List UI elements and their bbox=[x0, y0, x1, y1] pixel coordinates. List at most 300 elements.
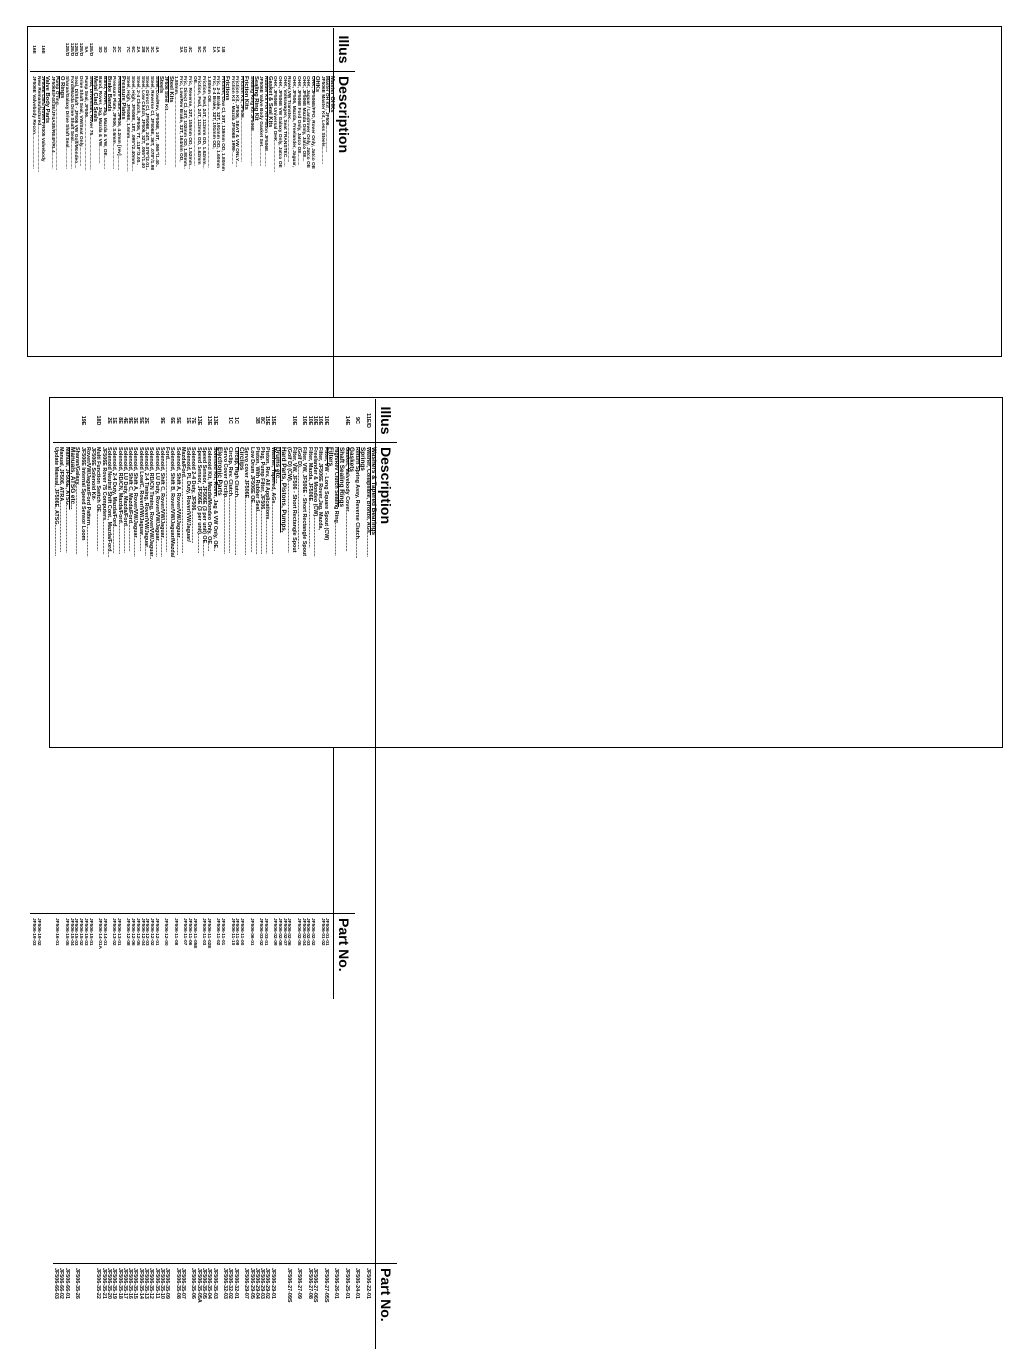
illus-ref bbox=[276, 28, 281, 72]
item-description: Ford/Mazda Drive Shaft Seal..................... bbox=[68, 76, 74, 169]
item-description: Solenoid, 2-4 Timing, Rover/VW/Jaguar...... bbox=[142, 447, 149, 556]
item-description: Fric, Low/Rev Brake, 32T, 164mm OD, bbox=[177, 76, 183, 162]
illus-ref: 9C bbox=[354, 399, 359, 443]
part-number: JF506-35-03 bbox=[211, 1263, 216, 1349]
section-heading: O Rings bbox=[58, 76, 65, 99]
illus-ref: 10E bbox=[312, 399, 317, 443]
part-number: JF506-29-02 bbox=[264, 1263, 269, 1349]
illus-ref: 2B bbox=[139, 28, 144, 72]
part-number: JF506-11-07 bbox=[182, 913, 187, 999]
illus-ref bbox=[222, 399, 227, 443]
part-number bbox=[44, 913, 49, 999]
part-number: JF506-19-02 bbox=[35, 913, 40, 999]
item-description: Manual, JF506, ATRA.................................. bbox=[58, 447, 65, 553]
item-description: Solenoid, Shift C, Mazda/Ford................... bbox=[127, 447, 134, 552]
part-number bbox=[280, 1263, 285, 1349]
illus-ref bbox=[243, 399, 248, 443]
item-description: Rover/VW/Jaguar/Ford Pattern..................... bbox=[84, 447, 91, 557]
item-description: Sealing Ring Kit JF506E.......................... bbox=[248, 76, 254, 166]
item-description: OHK, JF506E Mazda Only, Jatco OE... bbox=[300, 76, 306, 162]
illus-ref: 3C bbox=[144, 28, 149, 72]
part-number: JF506-11-08 bbox=[172, 913, 177, 999]
part-number: JF506-11-10 bbox=[229, 913, 234, 999]
illus-ref: 10E bbox=[306, 399, 311, 443]
part-number: JF506-11-06 bbox=[186, 913, 191, 999]
part-number: JF506-35-12 bbox=[148, 1263, 153, 1349]
section-heading: Sealing Ring Kit bbox=[252, 76, 259, 121]
item-description: Circlip, High Clutch....................................... bbox=[232, 447, 239, 556]
item-description: OHK, JF506E Ford Only, Jatco OE......... bbox=[295, 76, 301, 166]
item-description: Pressure Plate, JF506, 4.2mm [rev]........... bbox=[116, 76, 121, 171]
illus-cell bbox=[267, 28, 272, 72]
illus-cell bbox=[167, 28, 172, 72]
header-illus: Illus bbox=[333, 28, 355, 72]
illus-ref: 12E/D bbox=[73, 28, 78, 72]
illus-ref: 12E/D bbox=[68, 28, 73, 72]
illus-cell bbox=[69, 399, 74, 443]
part-number: JF506-11-02E bbox=[205, 913, 210, 999]
item-description: Mazda/Ford................................................... bbox=[179, 447, 186, 554]
section-heading: Steels bbox=[158, 76, 165, 94]
item-description: Fric, Reverse, 32T, 155mm OD, 1.52mm... bbox=[187, 76, 193, 170]
part-number: JF506-11-00 bbox=[238, 913, 243, 999]
part-number: JF506-12-08 bbox=[125, 913, 130, 999]
item-description: Washer, Tapered, AGs.................................. bbox=[269, 447, 276, 555]
illus-ref: 3B bbox=[254, 399, 259, 443]
part-number: JF506-35-04 bbox=[206, 1263, 211, 1349]
section-heading: Washers & Tapered Bearings bbox=[369, 447, 377, 536]
part-number: JF506-27-09S bbox=[285, 1263, 290, 1349]
illus-ref bbox=[90, 399, 95, 443]
item-description: Solenoid, Shift C, Rover/VW/Jaguar............. bbox=[158, 447, 165, 557]
part-number bbox=[90, 1263, 95, 1349]
item-description: New Remanufactured................................... bbox=[35, 76, 41, 173]
illus-ref: 5E bbox=[137, 399, 142, 443]
part-number: JF506-26-01 bbox=[333, 1263, 338, 1349]
part-number: JF506-02-02 bbox=[309, 913, 314, 999]
part-number: JF506-32-03 bbox=[222, 1263, 227, 1349]
item-description: Steel, 2-4 Clutch, JF506, 7T, .118"/3.00.. bbox=[134, 76, 140, 165]
section-heading: Valve Body Parts bbox=[44, 76, 51, 124]
part-number: JF506-12-04 bbox=[139, 913, 144, 999]
item-description: JF506 Steel Kit......................................... bbox=[163, 76, 169, 166]
part-number: JF506-06-01 bbox=[248, 913, 253, 999]
item-description: Seal, Driveshaft, Rover 75.......................... bbox=[87, 76, 93, 170]
part-number: JF506-27-05S bbox=[322, 1263, 327, 1349]
illus-ref: 15E bbox=[264, 399, 269, 443]
part-number: JF506-11-03 bbox=[200, 913, 205, 999]
illus-ref: 3C bbox=[148, 28, 153, 72]
part-number: JF506-25-01 bbox=[343, 1263, 348, 1349]
part-number: JF506-32-02 bbox=[227, 1263, 232, 1349]
part-number: JF506-02-05 bbox=[295, 913, 300, 999]
item-description: Solenoid Kit, Rover, Jag & VW Only, OE.. bbox=[211, 447, 218, 552]
part-number: JF506-35-08 bbox=[174, 1263, 179, 1349]
part-number: JF506-12-03 bbox=[144, 913, 149, 999]
item-description: OHK, Jaguar / Landrover Only, Jatco OE bbox=[305, 76, 311, 168]
item-description: Piston, Rev, All Applications....................... bbox=[264, 447, 271, 554]
item-description: Solenoid, Shift A, Rover/VW/Jaguar............. bbox=[132, 447, 139, 557]
illus-ref bbox=[172, 28, 177, 72]
illus-ref bbox=[262, 28, 267, 72]
illus-ref: 13E bbox=[211, 399, 216, 443]
part-number: JF506-11-09 bbox=[234, 913, 239, 999]
item-description: Washer, Collapsible, Bronze, AGs................ bbox=[364, 447, 371, 557]
section-heading: Master OHKs bbox=[328, 76, 335, 113]
item-description: Band, Rover, Jag, Mazda & VW, OE.......... bbox=[101, 76, 107, 170]
illus-ref: 3A bbox=[177, 28, 182, 72]
item-description: Speed Sensor, JF506E (3 per unit) OE......... bbox=[201, 447, 208, 557]
illus-ref: 15E bbox=[269, 399, 274, 443]
illus-ref bbox=[257, 28, 262, 72]
illus-ref bbox=[58, 399, 63, 443]
illus-ref: 4A bbox=[153, 28, 158, 72]
illus-ref: 2A bbox=[134, 28, 139, 72]
part-number bbox=[85, 1263, 90, 1349]
section-heading: Brake Bands bbox=[106, 76, 113, 112]
item-description: JF506E Valvebody Recon.......................... bbox=[30, 76, 36, 169]
illus-ref bbox=[163, 28, 168, 72]
section-heading: Hard Parts, Pistons, Pumps, bbox=[279, 447, 287, 533]
illus-cell bbox=[58, 28, 63, 72]
illus-ref: 1C bbox=[232, 399, 237, 443]
item-description: JF506E Land Rover FR005 Valvebody bbox=[40, 76, 46, 162]
item-description: Filter, VW - Long Square Spout (CW) bbox=[322, 447, 329, 541]
parts-table-right bbox=[52, 399, 397, 1349]
illus-ref bbox=[290, 28, 295, 72]
illus-ref bbox=[49, 28, 54, 72]
part-number: JF506-35-14 bbox=[137, 1263, 142, 1349]
section-heading: Frictions bbox=[224, 76, 231, 101]
part-number: JF506-15-03 bbox=[82, 913, 87, 999]
illus-ref bbox=[324, 28, 329, 72]
illus-ref: 10E bbox=[301, 399, 306, 443]
header-description: Description bbox=[333, 72, 355, 913]
item-description: (Golf D)....................................................... bbox=[296, 447, 303, 550]
section-heading: Springs bbox=[359, 447, 366, 471]
item-description: Fric, 2-4 Brake, 32T, 191mm OD, 1.60mm bbox=[215, 76, 221, 169]
item-description: Manual, JF506E, ATSG................................ bbox=[63, 447, 70, 553]
part-number: JF506-22-01 bbox=[364, 1263, 369, 1349]
illus-ref bbox=[319, 28, 324, 72]
illus-ref bbox=[333, 399, 338, 443]
part-number: JF506-19-03 bbox=[30, 913, 35, 999]
item-description: OHK, Volkswagen, Seat TRANSTEC....... bbox=[281, 76, 287, 167]
part-number: JF506-35-10 bbox=[158, 1263, 163, 1349]
part-number: JF506-35-09 bbox=[164, 1263, 169, 1349]
part-number: JF506-35-19 bbox=[111, 1263, 116, 1349]
illus-ref: 1E bbox=[185, 399, 190, 443]
part-number: JF506-32-01 bbox=[232, 1263, 237, 1349]
part-number: JF506-35-05A bbox=[195, 1263, 200, 1349]
part-number: JF506-12-00 bbox=[163, 913, 168, 999]
part-number: JF506-03-02 bbox=[257, 913, 262, 999]
item-description: Solenoid, 2-4 Duty, Mazda/Ford.................. bbox=[111, 447, 118, 554]
part-number: JF506-66-02 bbox=[58, 1263, 63, 1349]
section-heading: OHKs bbox=[314, 76, 321, 93]
part-number: JF506-35-07 bbox=[180, 1263, 185, 1349]
item-description: Friction, Low Cl, 30T, 138mm OD, 1.80mm bbox=[220, 76, 226, 171]
illus-ref: 5C bbox=[200, 28, 205, 72]
part-number: JF506-27-08 bbox=[306, 1263, 311, 1349]
illus-cell bbox=[314, 28, 319, 72]
illus-ref: 2E bbox=[106, 399, 111, 443]
illus-ref: 12E/D bbox=[77, 28, 82, 72]
part-number: JF506-35-22 bbox=[95, 1263, 100, 1349]
section-heading: Friction Kits bbox=[243, 76, 250, 110]
item-description: Steel, Low Clutch, JF506, 32T, .055"/1.40 bbox=[139, 76, 145, 168]
illus-ref: 10E bbox=[317, 399, 322, 443]
illus-cell bbox=[280, 399, 285, 443]
part-number: JF506-12-02 bbox=[148, 913, 153, 999]
item-description: Band, Rover, Jag, Mazda & VW............. bbox=[97, 76, 103, 164]
illus-ref: 4C bbox=[186, 28, 191, 72]
illus-ref: 16E bbox=[30, 28, 35, 72]
illus-ref bbox=[153, 399, 158, 443]
part-number: JF506-14-01 bbox=[101, 913, 106, 999]
illus-ref: 13E bbox=[206, 399, 211, 443]
section-heading: Gasket & Seal Kits bbox=[267, 76, 273, 128]
part-number: JF506-11-02 bbox=[215, 913, 220, 999]
part-number: JF506-35-05 bbox=[201, 1263, 206, 1349]
illus-ref: 18D bbox=[95, 399, 100, 443]
item-description: Piston, With Rubber Seal............................. bbox=[253, 447, 260, 555]
item-description: Update Manual, JF506E, ATSG..................... bbox=[53, 447, 60, 557]
illus-ref bbox=[53, 399, 58, 443]
illus-ref bbox=[63, 399, 68, 443]
illus-ref: 1B bbox=[219, 28, 224, 72]
item-description: Seal, D/Shaft - JF506 VW Golf/Mondeo.... bbox=[73, 76, 79, 169]
illus-ref: 16E bbox=[39, 28, 44, 72]
illus-ref bbox=[238, 28, 243, 72]
illus-ref bbox=[295, 28, 300, 72]
illus-ref: 4E bbox=[122, 399, 127, 443]
item-description: Friction, Fwd, 24T, 112mm OD, 1.62mm bbox=[196, 76, 202, 165]
item-description: Steel, High, JF506E, 1.6mm......................... bbox=[125, 76, 131, 172]
part-number: JF506-27-06S bbox=[312, 1263, 317, 1349]
illus-ref: 6C bbox=[129, 28, 134, 72]
illus-ref: 14E bbox=[343, 399, 348, 443]
item-description: Gasket, Valvebody Cover........................... bbox=[343, 447, 350, 552]
section-heading: Manuals, ATSG etc... bbox=[68, 447, 76, 510]
item-description: Solenoid, RD/CN Timing, Rover/VW/Jaguar.. bbox=[148, 447, 155, 560]
item-description: Friction Kit, JF506................................. bbox=[239, 76, 245, 162]
illus-ref: 9E bbox=[127, 399, 132, 443]
item-description: Solenoid, LU Duty, Mazda/Ford.................. bbox=[121, 447, 128, 553]
section-heading: Gaskets bbox=[348, 447, 356, 472]
section-heading: Pressure Plates bbox=[120, 76, 127, 120]
illus-ref: 5E bbox=[174, 399, 179, 443]
part-number: JF506-27-09 bbox=[296, 1263, 301, 1349]
part-number: JF506-29-01 bbox=[269, 1263, 274, 1349]
part-number: JF506-35-13 bbox=[143, 1263, 148, 1349]
part-number: JF506-66-01 bbox=[63, 1263, 68, 1349]
item-description: Circlip, Rev. Clutch...................................... bbox=[227, 447, 234, 553]
item-description: JF506E Master Kit, Less Steels............. bbox=[319, 76, 325, 164]
item-description: Drive Shaft Seal, VW/Seat Only............... bbox=[78, 76, 84, 167]
item-description: 1.80mm....................................................... bbox=[172, 76, 178, 168]
item-description: Steel, Low/Rev, JF506E, 10T, .065"/1.40.. bbox=[153, 76, 159, 168]
illus-ref: 11E/D bbox=[364, 399, 369, 443]
part-number: JF506-15-05 bbox=[63, 913, 68, 999]
illus-ref: 9E bbox=[158, 399, 163, 443]
item-description: Freelander & Mondeo (CW)........................... bbox=[311, 447, 318, 557]
illus-ref bbox=[248, 28, 253, 72]
illus-ref: 8C bbox=[259, 399, 264, 443]
part-number: JF506-24-01 bbox=[354, 1263, 359, 1349]
header-illus: Illus bbox=[375, 399, 397, 443]
part-number: JF506-11-01 bbox=[219, 913, 224, 999]
part-number: JF506-35-18 bbox=[116, 1263, 121, 1349]
item-description: Solenoid 2-4 Duty, JF506...................... bbox=[190, 447, 197, 544]
item-description: Filter, JF506E Rover,Jag, Mazda, bbox=[317, 447, 324, 530]
illus-ref: 8E bbox=[116, 399, 121, 443]
header-part-no: Part No. bbox=[333, 913, 355, 999]
item-description: Solenoid, PL Duty, Rover/VW/Jaguar/ bbox=[185, 447, 192, 542]
item-description: Ford.............................................................. bbox=[164, 447, 171, 552]
illus-ref bbox=[285, 399, 290, 443]
item-description: Master OH Kit , JF506.................... bbox=[324, 76, 330, 153]
item-description: JF506E/F4G3E/JF4A3E/RE4F/RL4............ bbox=[49, 76, 55, 169]
illus-ref: 10E bbox=[322, 399, 327, 443]
item-description: Solenoid, LU Duty, Rover/VW/Jaguar........... bbox=[153, 447, 160, 557]
illus-ref bbox=[234, 28, 239, 72]
item-description: Sharan/Galaxy............................................... bbox=[74, 447, 81, 555]
item-description: Plug, Pump Filter, JF506.............................. bbox=[259, 447, 266, 555]
part-number: JF506-29-03 bbox=[259, 1263, 264, 1349]
part-number: JF506-02-03 bbox=[305, 913, 310, 999]
part-number: JF506-02-06 bbox=[286, 913, 291, 999]
illus-ref: 6E bbox=[169, 399, 174, 443]
part-number: JF506-29-07 bbox=[243, 1263, 248, 1349]
item-description: Friction, Fwd, 24T, 112mm OD, 1.62mm... bbox=[201, 76, 207, 169]
part-number: JF506-12-01 bbox=[153, 913, 158, 999]
part-number: JF506-02-07 bbox=[281, 913, 286, 999]
illus-ref bbox=[100, 399, 105, 443]
illus-cell bbox=[338, 399, 343, 443]
item-description: Filter, Mazda, JF506E............................... bbox=[306, 447, 313, 548]
illus-cell bbox=[253, 28, 258, 72]
item-description: Speed Sensor, JF506E (3 per unit)............. bbox=[195, 447, 202, 554]
part-number: JF506-35-26 bbox=[74, 1263, 79, 1349]
item-description: Filter, VW, JF506 - Short Rectangle Spout bbox=[290, 447, 297, 553]
part-number: JF506-11-05E bbox=[191, 913, 196, 999]
item-description: Pressure Plate, JF506, 3.6mm................... bbox=[111, 76, 117, 170]
part-number: JF506-35-21 bbox=[100, 1263, 105, 1349]
illus-ref: 5A bbox=[82, 28, 87, 72]
item-description: High/Rev Clutch Sealing Ring...................... bbox=[333, 447, 340, 556]
part-number: JF506-35-17 bbox=[122, 1263, 127, 1349]
item-description: Rubber Kit For All Piston JF506E........... bbox=[262, 76, 268, 166]
part-number: JF506-35-16 bbox=[127, 1263, 132, 1349]
section-heading: Filters bbox=[327, 447, 335, 467]
item-description: Fric, 2-4 Brake, 32T, 191mm OD, bbox=[210, 76, 216, 149]
illus-ref bbox=[309, 28, 314, 72]
part-number: JF506-35-15 bbox=[132, 1263, 137, 1349]
illus-ref: 3D bbox=[101, 28, 106, 72]
item-description: Fric, Direct Cl, 24T, 102mm OD, 1.80mm.. bbox=[182, 76, 188, 169]
part-number: JF506-03-01 bbox=[262, 913, 267, 999]
item-description: Multi Function Switch OE.......................... bbox=[95, 447, 102, 551]
illus-ref: 1A bbox=[210, 28, 215, 72]
illus-ref: 13E bbox=[195, 399, 200, 443]
part-number: JF506-35-20 bbox=[106, 1263, 111, 1349]
part-number: JF506-02-04 bbox=[300, 913, 305, 999]
item-description: Return Spring Assy, Reverse Clutch............. bbox=[354, 447, 361, 559]
item-description: Sharan/Galaxy Drive Shaft Seal................ bbox=[63, 76, 69, 169]
section-heading: Circlips bbox=[237, 447, 245, 471]
item-description: Solenoid, RD/CN, Mazda/Ford..................... bbox=[116, 447, 123, 555]
item-description: OHK, JF506E Universal OHK....................... bbox=[272, 76, 278, 173]
header-part-no: Part No. bbox=[375, 1263, 397, 1349]
illus-ref: 1E bbox=[111, 399, 116, 443]
illus-ref: 7E bbox=[190, 399, 195, 443]
illus-ref: 19E bbox=[79, 399, 84, 443]
part-number: JF506-12-05 bbox=[134, 913, 139, 999]
illus-ref: 10E bbox=[291, 399, 296, 443]
part-number: JF506-02-08 bbox=[276, 913, 281, 999]
item-description: 1.80mm OE................................................. bbox=[205, 76, 211, 168]
item-description: OHK, JF506E/FPO, Rover Only, Jatco OE bbox=[310, 76, 316, 169]
part-number: JF506-02-09 bbox=[271, 913, 276, 999]
item-description: Solenoid Neutral Shift Cont., Mazda/Ford.... bbox=[106, 447, 112, 558]
header-description: Description bbox=[375, 443, 397, 1263]
illus-ref bbox=[248, 399, 253, 443]
item-description: Low Drum JF506E OE................................. bbox=[248, 447, 255, 553]
illus-ref: 2E bbox=[143, 399, 148, 443]
illus-ref: 2C bbox=[110, 28, 115, 72]
item-description: Solenoid Kit, Mazda/Mondeo Only, OE..... bbox=[206, 447, 213, 552]
item-description: Solenoid, Shift B, Rover/VW/Jaguar/Mazda/ bbox=[169, 447, 176, 558]
part-number: JF506-15-01 bbox=[87, 913, 92, 999]
item-description: (Golf D) (CW)................................................ bbox=[285, 447, 292, 553]
section-heading: Metal Clad Seals bbox=[91, 76, 98, 122]
illus-ref bbox=[271, 28, 276, 72]
part-number: JF506-01-01 bbox=[324, 913, 329, 999]
item-description: Steel, Reverse Cl, JF506E, 36T, .078"/1.98 bbox=[149, 76, 155, 171]
part-number: JF506-66-03 bbox=[53, 1263, 58, 1349]
part-number: JF506-15-02 bbox=[77, 913, 82, 999]
item-description: Friction Kit, JF506, SEAT & VW ONLY..... bbox=[234, 76, 240, 168]
item-description: Steel, Direct Cl, JF506E, 24T, 0.079"/2.01.. bbox=[144, 76, 150, 171]
item-description: JF506E Internal Speed Sensor Loom bbox=[79, 447, 86, 541]
item-description: Friction Kit - Mazda JF506E 1998-......... bbox=[229, 76, 235, 165]
illus-ref: 3E bbox=[132, 399, 137, 443]
illus-ref bbox=[54, 28, 59, 72]
item-description: Pump O'ring................................................. bbox=[54, 76, 60, 171]
illus-ref bbox=[305, 28, 310, 72]
section-heading: Shaft Sealing Rings bbox=[337, 447, 345, 508]
section-heading: Electronic Parts bbox=[216, 447, 224, 496]
illus-ref bbox=[281, 28, 286, 72]
part-number: JF506-35-06 bbox=[190, 1263, 195, 1349]
item-description: Servo Cover Circlip...................................... bbox=[222, 447, 229, 554]
item-description: JF506E Rover 75 Computers....................... bbox=[100, 447, 107, 555]
item-description: OHK, JF506E VW Galaxy Only, Jatco OE bbox=[276, 76, 282, 168]
item-description: OHK, JF506, Mazda, Freelander, Jaguar, bbox=[291, 76, 297, 167]
section-heading: Steel Kits bbox=[167, 76, 174, 103]
item-description: Servo cover JF506E...................................... bbox=[243, 447, 250, 556]
item-description: Solenoid, Shift A, Rover/VW/Jaguar............ bbox=[174, 447, 181, 556]
part-number: JF506-29-04 bbox=[254, 1263, 259, 1349]
illus-ref: 1A bbox=[215, 28, 220, 72]
part-number: JF506-29-05 bbox=[248, 1263, 253, 1349]
item-description: Pump Seal, JF506........................................ bbox=[82, 76, 88, 171]
part-number: JF506-35-11 bbox=[153, 1263, 158, 1349]
illus-ref: 1D bbox=[182, 28, 187, 72]
item-description: Rover,VW Transtec................................ bbox=[286, 76, 292, 163]
illus-ref: 7C bbox=[125, 28, 130, 72]
